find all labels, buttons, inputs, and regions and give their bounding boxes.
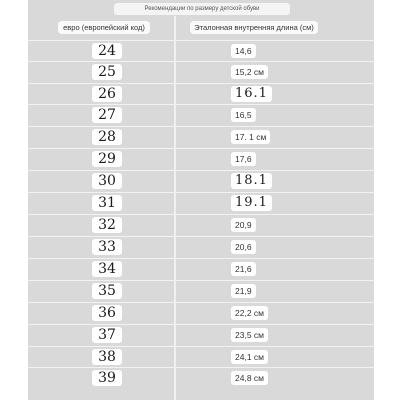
- table-row: [28, 40, 374, 61]
- table-row: [28, 170, 374, 191]
- eu-size: 31: [92, 195, 122, 211]
- table-row: [28, 346, 374, 367]
- foot-length: 20,6: [231, 240, 256, 254]
- table-row: [28, 83, 374, 104]
- foot-length: 15,2 см: [231, 65, 268, 79]
- header-row: [28, 17, 374, 39]
- table-row: [28, 148, 374, 169]
- eu-size: 24: [92, 43, 122, 59]
- table-row: [28, 258, 374, 279]
- foot-length: 17. 1 см: [231, 130, 270, 144]
- table-row: [28, 214, 374, 235]
- foot-length: 23,5 см: [231, 328, 268, 342]
- foot-length: 17,6: [231, 152, 256, 166]
- foot-length: 21,6: [231, 262, 256, 276]
- eu-size: 33: [92, 239, 122, 255]
- foot-length: 20,9: [231, 218, 256, 232]
- eu-size: 39: [92, 370, 122, 386]
- table-row: [28, 367, 374, 388]
- eu-size: 35: [92, 283, 122, 299]
- eu-size: 25: [92, 64, 122, 80]
- foot-length: 16,5: [231, 108, 256, 122]
- eu-size: 32: [92, 217, 122, 233]
- header-eu: евро (европейский код): [58, 21, 150, 34]
- size-chart: [28, 0, 374, 400]
- foot-length: 24,1 см: [231, 350, 268, 364]
- table-row: [28, 61, 374, 82]
- foot-length: 19.1: [231, 195, 272, 211]
- table-row: [28, 302, 374, 323]
- eu-size: 30: [92, 173, 122, 189]
- foot-length: 24,8 см: [231, 371, 268, 385]
- eu-size: 36: [92, 305, 122, 321]
- foot-length: 16.1: [231, 86, 272, 102]
- table-row: [28, 324, 374, 345]
- header-length: Эталонная внутренняя длина (см): [190, 21, 318, 34]
- eu-size: 37: [92, 327, 122, 343]
- eu-size: 29: [92, 151, 122, 167]
- table-row: [28, 236, 374, 257]
- table-row: [28, 126, 374, 147]
- table-row: [28, 280, 374, 301]
- eu-size: 34: [92, 261, 122, 277]
- eu-size: 28: [92, 129, 122, 145]
- foot-length: 14,6: [231, 44, 256, 58]
- eu-size: 27: [92, 107, 122, 123]
- chart-title: Рекомендации по размеру детской обуви: [114, 3, 290, 15]
- foot-length: 22,2 см: [231, 306, 268, 320]
- eu-size: 26: [92, 86, 122, 102]
- eu-size: 38: [92, 349, 122, 365]
- foot-length: 21,9: [231, 284, 256, 298]
- table-row: [28, 104, 374, 125]
- table-row: [28, 192, 374, 213]
- foot-length: 18.1: [231, 173, 272, 189]
